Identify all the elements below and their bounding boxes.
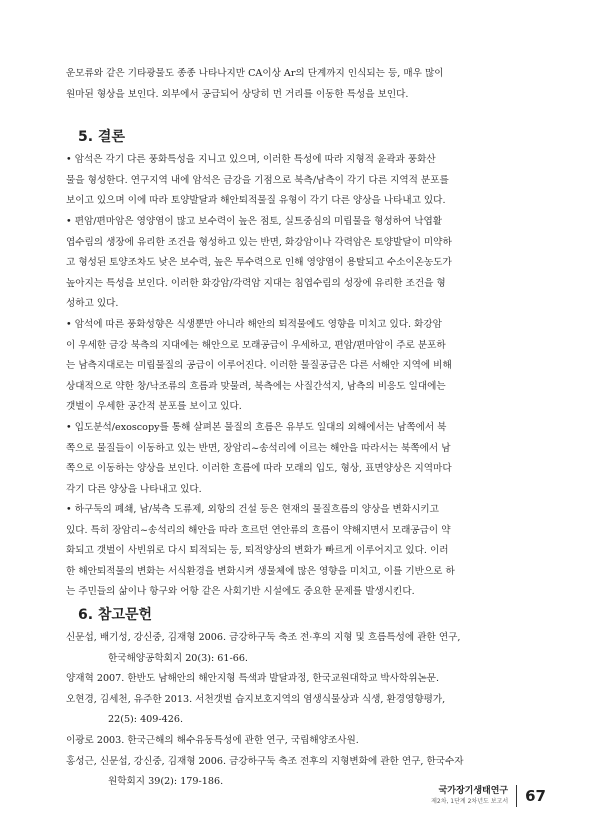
conclusion-paragraph-5 [66,500,532,603]
conclusion-paragraph-1 [66,150,532,212]
reference-entry: 이광로 2003. 한국근해의 해수유동특성에 관한 연구, 국립해양조사원. [66,734,359,746]
text-line: 원마된 형상을 보인다. 외부에서 공급되어 상당히 먼 거리를 이동한 특성을 보인다. [66,88,409,100]
text-line: 쪽으로 물질들이 이동하고 있는 반면, 장암리~송석리에 이르는 해안을 따라서는 북쪽에서 남 [66,442,451,454]
section-6-title: 6. 참고문헌 [78,607,153,623]
text-line: 물을 형성한다. 연구지역 내에 암석은 금강을 기점으로 북측/남측이 각기 다른 지역적 분포를 [66,174,449,186]
reference-entry: 홍성근, 신문섭, 강신중, 김재형 2006. 금강하구둑 축조 전후의 지형변화에 관한 연구, 한국수자 [66,755,464,767]
intro-paragraph [66,64,532,105]
text-line: 보이고 있으며 이에 따라 토양발달과 해안퇴적물질 유형이 각기 다른 양상을 나타내고 있다. [66,195,446,207]
text-line: 각기 다른 양상을 나타내고 있다. [66,483,202,495]
reference-entry-continuation: 원학회지 39(2): 179-186. [108,776,224,788]
text-line: 높아지는 특성을 보인다. 이러한 화강암/각력암 지대는 침엽수림의 성장에 유리한 조건을 형 [66,277,446,289]
footer-text [431,786,508,806]
reference-entry: 양재혁 2007. 한반도 남해안의 해안지형 특색과 발달과정, 한국교원대학교 박사학위논문. [66,673,440,685]
text-line: • 입도분석/exoscopy를 통해 살펴본 물질의 흐름은 유부도 일대의 외해에서는 남쪽에서 북 [66,422,447,433]
text-line: 이 우세한 금강 북측의 지대에는 해안으로 모래공급이 우세하고, 편암/편마암이 주로 분포하 [66,339,446,351]
page-footer [431,783,546,809]
text-line: 상대적으로 약한 창/낙조류의 흐름과 맞물려, 북측에는 사질간석지, 남측의 비응도 일대에는 [66,380,446,392]
reference-entry-continuation: 한국해양공학회지 20(3): 61-66. [108,652,248,664]
text-line: 고 형성된 토양조차도 낮은 보수력, 높은 투수력으로 인해 영양염이 용탈되고 수소이온농도가 [66,257,452,269]
text-line: 쪽으로 이동하는 양상을 보인다. 이러한 흐름에 따라 모래의 입도, 형상, 표면양상은 지역마다 [66,463,452,475]
text-line: 한 해안퇴적물의 변화는 서식환경을 변화시켜 생물체에 많은 영향을 미치고, 이를 기반으로 하 [66,565,455,577]
text-line: • 암석에 따른 풍화성향은 식생뿐만 아니라 해안의 퇴적물에도 영향을 미치고 있다. 화강암 [66,319,442,330]
conclusion-paragraph-4 [66,418,532,500]
text-line: • 하구둑의 폐쇄, 남/북측 도류제, 외항의 건설 등은 현재의 물질흐름의 양상을 변화시키고 [66,504,439,515]
footer-subtitle: 제2차, 1단계 2차년도 보고서 [431,798,509,805]
text-line: 운모류와 같은 기타광물도 종종 나타나지만 CA이상 Ar의 단계까지 인식되는 등, 매우 많이 [66,68,444,79]
reference-entry: 신문섭, 배기성, 강신중, 김재형 2006. 금강하구둑 축조 전·후의 지형 및 흐름특성에 관한 연구, [66,632,461,643]
conclusion-paragraph-2 [66,212,532,315]
text-line: 엽수림의 생장에 유리한 조건을 형성하고 있는 반면, 화강암이나 각력암은 토양발달이 미약하 [66,236,452,248]
footer-divider [516,785,517,807]
text-line: • 암석은 각기 다른 풍화특성을 지니고 있으며, 이러한 특성에 따라 지형적 윤곽과 풍화산 [66,154,436,165]
section-5-title: 5. 결론 [78,129,125,145]
reference-entry: 오현경, 김세천, 유주한 2013. 서천갯벌 습지보호지역의 염생식물상과 식생, 환경영향평가, [66,693,446,705]
text-line: 는 남측지대로는 미립물질의 공급이 이루어진다. 이러한 물질공급은 다른 서해안 지역에 비해 [66,360,452,372]
footer-title: 국가장기생태연구 [438,786,509,796]
reference-list [66,628,536,793]
text-line: 성하고 있다. [66,298,119,310]
reference-entry-continuation: 22(5): 409-426. [108,714,183,726]
text-line: 는 주민들의 삶이나 항구와 어항 같은 사회기반 시설에도 중요한 문제를 발생시킨다. [66,586,415,598]
text-line: • 편암/편마암은 영양염이 많고 보수력이 높은 점토, 실트중심의 미립물을 형성하여 낙엽활 [66,216,443,227]
text-line: 화되고 갯벌이 사빈위로 다시 퇴적되는 등, 퇴적양상의 변화가 빠르게 이루어지고 있다. 이러 [66,545,449,557]
text-line: 있다. 특히 장암리~송석리의 해안을 따라 흐르던 연안류의 흐름이 약해지면서 모래공급이 약 [66,524,451,536]
conclusion-paragraph-3 [66,315,532,418]
page-number: 67 [525,787,546,805]
text-line: 갯벌이 우세한 공간적 분포를 보이고 있다. [66,401,242,413]
